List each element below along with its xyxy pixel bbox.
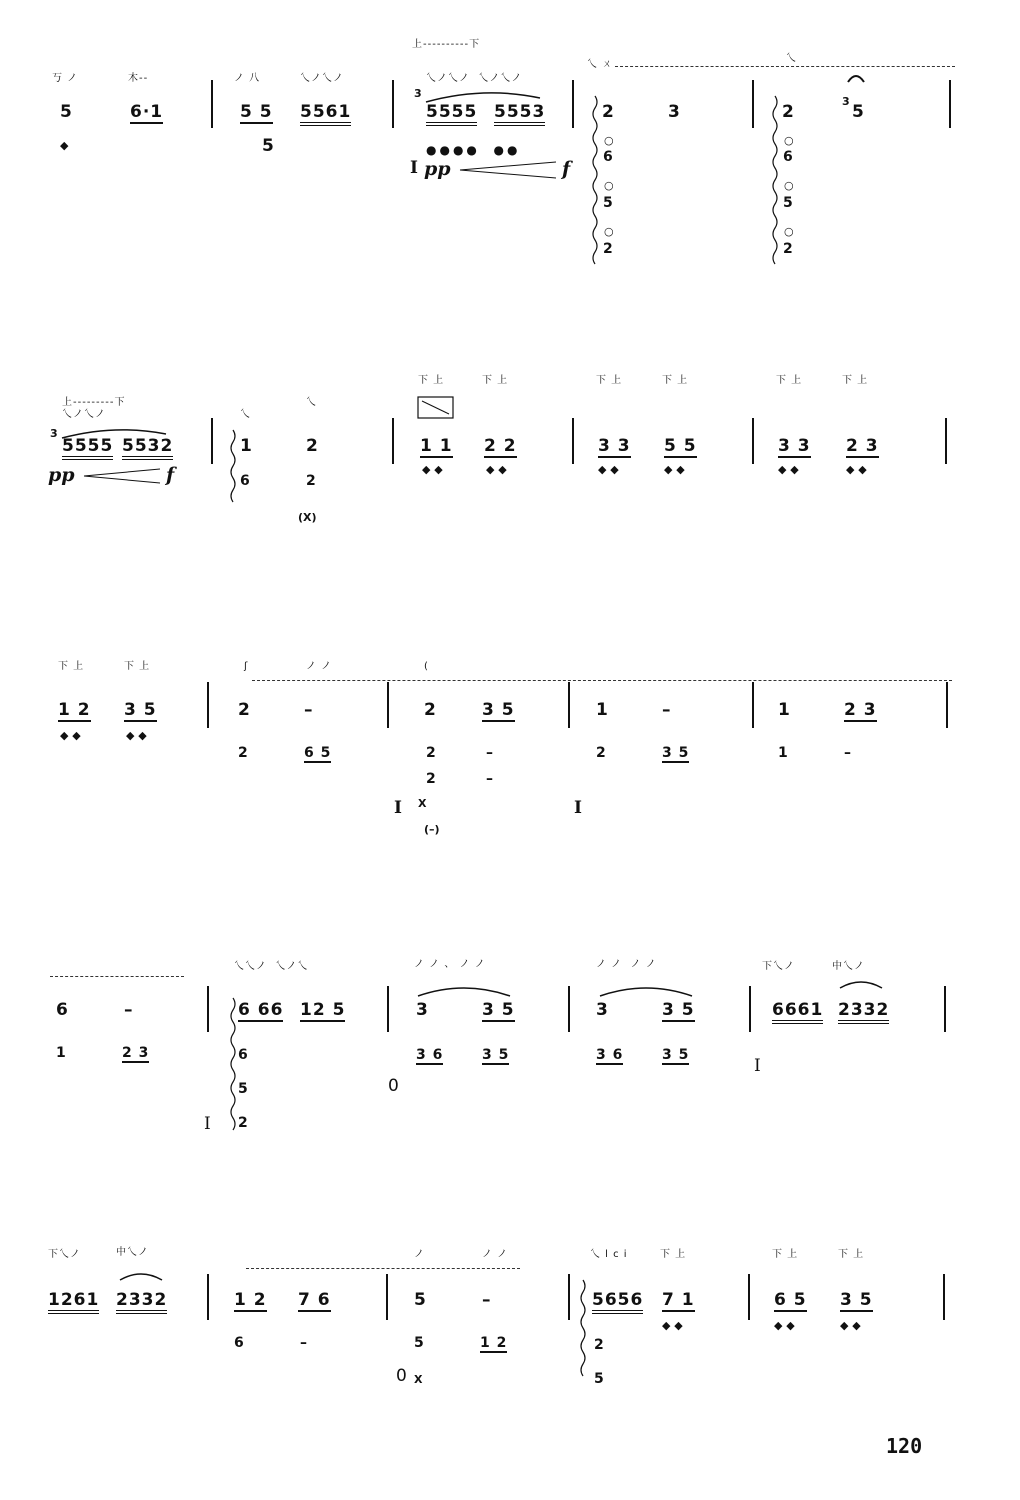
technique-mark: 乀ノ乀ノ 乀ノ乀ノ [426, 73, 523, 84]
bar-line [752, 418, 754, 464]
note: 2 3 [846, 436, 879, 456]
lower-note: 3 5 [662, 745, 690, 761]
bar-line [943, 1274, 945, 1320]
bar-line [211, 80, 213, 128]
stroke-dot: ◆ ◆ [662, 1319, 683, 1332]
technique-mark: 下 上 [838, 1249, 865, 1260]
technique-mark: ʃ [244, 661, 249, 672]
dynamic-mark: f [166, 464, 175, 486]
technique-mark: ノ ノ [306, 661, 333, 672]
note: 2332 [838, 1002, 889, 1024]
technique-mark: ノ ノ 、 ノ ノ [414, 959, 486, 970]
stroke-dot: ◆ [60, 139, 70, 152]
note: – [124, 1000, 134, 1020]
note: – [304, 700, 314, 720]
technique-mark: 下 上 [482, 375, 509, 386]
technique-mark: 下乀ノ [762, 961, 795, 972]
lower-note: 3 6 [596, 1047, 624, 1063]
bar-line [949, 80, 951, 128]
note: – [662, 700, 672, 720]
sustain-line [252, 680, 952, 681]
stroke-dot: ◆ ◆ [664, 463, 685, 476]
note: 5 5 [664, 436, 697, 456]
bar-line [211, 418, 213, 464]
bar-line [752, 80, 754, 128]
circle-mark: ○ [604, 179, 614, 192]
lower-note: – [300, 1335, 308, 1351]
note: 5656 [592, 1292, 643, 1314]
note: 5555 [62, 438, 113, 460]
technique-mark: 乀 [786, 53, 797, 64]
bar-line [946, 682, 948, 728]
lower-note: 3 5 [482, 1047, 510, 1063]
lower-note: 6 [234, 1335, 245, 1351]
bar-line [568, 986, 570, 1032]
stroke-dot: ◆ ◆ [422, 463, 443, 476]
stroke-dots: ●●●● ●● [426, 143, 521, 157]
technique-mark: 乀ノ乀ノ [62, 409, 106, 420]
note: 5 [60, 102, 73, 122]
note: 6 66 [238, 1000, 284, 1020]
lower-note: 2 [426, 745, 437, 761]
note: 5561 [300, 104, 351, 126]
note: 1 [240, 436, 253, 456]
note: 5555 [426, 104, 477, 126]
note: 2 2 [484, 436, 517, 456]
lower-note: 1 [778, 745, 789, 761]
lower-note: 0 [388, 1076, 400, 1096]
bar-line [392, 418, 394, 464]
fermata [846, 72, 866, 84]
note: 1 [778, 700, 791, 720]
bar-line [945, 418, 947, 464]
note: 12 5 [300, 1000, 346, 1020]
lower-note: 2 [603, 241, 614, 257]
arpeggio-wavy [228, 998, 238, 1138]
strike-mark: X [418, 797, 427, 810]
section-mark: I [574, 798, 583, 818]
technique-mark: ( [424, 661, 429, 672]
bar-line [207, 682, 209, 728]
lower-note: 2 [306, 473, 317, 489]
bar-line [386, 1274, 388, 1320]
note: 5 [852, 102, 865, 122]
lower-note: 2 [594, 1337, 605, 1353]
note: 5 [414, 1290, 427, 1310]
lower-note: 2 [238, 1115, 249, 1131]
note: 5532 [122, 438, 173, 460]
lower-note: 5 [262, 136, 275, 156]
note: 2332 [116, 1292, 167, 1314]
note: 6 [56, 1000, 69, 1020]
lower-note: – [486, 745, 494, 761]
lower-note: 5 [414, 1335, 425, 1351]
bar-line [749, 986, 751, 1032]
technique-mark: 下 上 [596, 375, 623, 386]
note: 1 2 [58, 700, 91, 720]
lower-note: 2 [596, 745, 607, 761]
lower-note: 2 3 [122, 1045, 150, 1061]
bar-line [568, 682, 570, 728]
sustain-line [50, 976, 184, 977]
note: 3 [596, 1000, 609, 1020]
note: 3 5 [662, 1000, 695, 1020]
technique-mark: 乀 ⅼ ⅽ ⅰ [590, 1249, 628, 1260]
note: 2 [782, 102, 795, 122]
lower-note: 5 [238, 1081, 249, 1097]
stroke-dot: ◆ ◆ [846, 463, 867, 476]
arpeggio-wavy [770, 96, 780, 266]
technique-mark: 下 上 [418, 375, 445, 386]
note: 2 3 [844, 700, 877, 720]
note: 7 6 [298, 1290, 331, 1310]
technique-mark: 中乀ノ [116, 1247, 149, 1258]
note: 5553 [494, 104, 545, 126]
section-mark: I [204, 1114, 212, 1134]
note: 2 [306, 436, 319, 456]
lower-note: 0 [396, 1366, 408, 1386]
arpeggio-wavy [578, 1280, 588, 1390]
note: 3 5 [482, 700, 515, 720]
bar-line [207, 1274, 209, 1320]
arpeggio-wavy [590, 96, 600, 266]
sustain-line [246, 1268, 520, 1269]
strike-mark: X [414, 1373, 423, 1386]
grace-note: 3 [50, 427, 58, 440]
dynamic-mark: pp [48, 464, 75, 486]
dynamic-mark: pp [424, 158, 451, 180]
lower-note: – [486, 771, 494, 787]
note: 1 2 [234, 1290, 267, 1310]
circle-mark: ○ [604, 225, 614, 238]
technique-mark: 上---------下 [62, 397, 126, 408]
note: 6661 [772, 1002, 823, 1024]
technique-mark: 下 上 [58, 661, 85, 672]
arpeggio-wavy [228, 430, 238, 500]
note: 3 5 [840, 1290, 873, 1310]
technique-mark: ノ 八 [234, 73, 261, 84]
note: 3 5 [124, 700, 157, 720]
lower-note: 2 [426, 771, 437, 787]
stroke-dot: ◆ ◆ [774, 1319, 795, 1332]
stroke-dot: ◆ ◆ [126, 729, 147, 742]
technique-mark: 木-- [128, 73, 149, 84]
lower-note: 5 [594, 1371, 605, 1387]
slur [596, 982, 696, 998]
sustain-line [615, 66, 955, 67]
technique-mark: 下 上 [662, 375, 689, 386]
dynamic-mark: f [562, 158, 571, 180]
lower-note: (–) [424, 823, 440, 836]
bar-line [572, 80, 574, 128]
lower-note: 6 [238, 1047, 249, 1063]
grace-note: 3 [414, 87, 422, 100]
bar-line [387, 682, 389, 728]
bar-line [207, 986, 209, 1032]
technique-mark: 下 上 [776, 375, 803, 386]
technique-mark: 乀乀ノ 乀ノ乀 [234, 961, 309, 972]
section-mark: I [394, 798, 403, 818]
note: 3 [416, 1000, 429, 1020]
bar-line [944, 986, 946, 1032]
crescendo-hairpin [460, 160, 560, 180]
stroke-dot: ◆ ◆ [60, 729, 81, 742]
box-mark [418, 397, 454, 419]
section-mark: I [410, 158, 419, 178]
circle-mark: ○ [604, 134, 614, 147]
note: 3 [668, 102, 681, 122]
technique-mark: 丂 ノ [52, 73, 79, 84]
slur [836, 976, 886, 990]
grace-note: 3 [842, 95, 850, 108]
lower-note: 6 [240, 473, 251, 489]
technique-mark: 下 上 [772, 1249, 799, 1260]
lower-note: 5 [783, 195, 794, 211]
technique-mark: 下乀ノ [48, 1249, 81, 1260]
technique-mark: ノ ノ ノ ノ [596, 959, 657, 970]
circle-mark: ○ [784, 179, 794, 192]
technique-mark: 中乀ノ [832, 961, 865, 972]
technique-mark: 下 上 [660, 1249, 687, 1260]
note: 1 1 [420, 436, 453, 456]
stroke-dot: ◆ ◆ [486, 463, 507, 476]
lower-note: – [844, 745, 852, 761]
lower-note: 1 2 [480, 1335, 508, 1351]
section-mark: I [754, 1056, 762, 1076]
bar-line [752, 682, 754, 728]
slur [414, 982, 514, 998]
lower-note: (X) [298, 511, 317, 524]
technique-mark: 乀 [306, 397, 317, 408]
circle-mark: ○ [784, 225, 794, 238]
lower-note: 3 5 [662, 1047, 690, 1063]
note: 2 [424, 700, 437, 720]
circle-mark: ○ [784, 134, 794, 147]
bar-line [387, 986, 389, 1032]
technique-mark: 上----------下 [412, 39, 481, 50]
note: 6 5 [774, 1290, 807, 1310]
stroke-dot: ◆ ◆ [778, 463, 799, 476]
note: – [482, 1290, 492, 1310]
crescendo-hairpin [84, 466, 164, 486]
lower-note: 3 6 [416, 1047, 444, 1063]
note: 2 [602, 102, 615, 122]
bar-line [392, 80, 394, 128]
technique-mark: 乀ノ乀ノ [300, 73, 344, 84]
note: 7 1 [662, 1290, 695, 1310]
lower-note: 5 [603, 195, 614, 211]
note: 5 5 [240, 102, 273, 122]
lower-note: 6 5 [304, 745, 332, 761]
bar-line [748, 1274, 750, 1320]
technique-mark: 乀 ㄨ [587, 59, 614, 70]
note: 3 5 [482, 1000, 515, 1020]
bar-line [568, 1274, 570, 1320]
stroke-dot: ◆ ◆ [840, 1319, 861, 1332]
note: 1261 [48, 1292, 99, 1314]
note: 6·1 [130, 102, 164, 122]
note: 3 3 [598, 436, 631, 456]
technique-mark: 乀 [240, 409, 251, 420]
lower-note: 2 [238, 745, 249, 761]
note: 3 3 [778, 436, 811, 456]
note: 2 [238, 700, 251, 720]
lower-note: 2 [783, 241, 794, 257]
lower-note: 1 [56, 1045, 67, 1061]
technique-mark: 下 上 [842, 375, 869, 386]
slur [116, 1268, 166, 1282]
lower-note: 6 [783, 149, 794, 165]
bar-line [572, 418, 574, 464]
stroke-dot: ◆ ◆ [598, 463, 619, 476]
technique-mark: ノ [414, 1249, 425, 1260]
technique-mark: ノ ノ [482, 1249, 509, 1260]
page-number: 120 [886, 1434, 923, 1458]
technique-mark: 下 上 [124, 661, 151, 672]
lower-note: 6 [603, 149, 614, 165]
note: 1 [596, 700, 609, 720]
